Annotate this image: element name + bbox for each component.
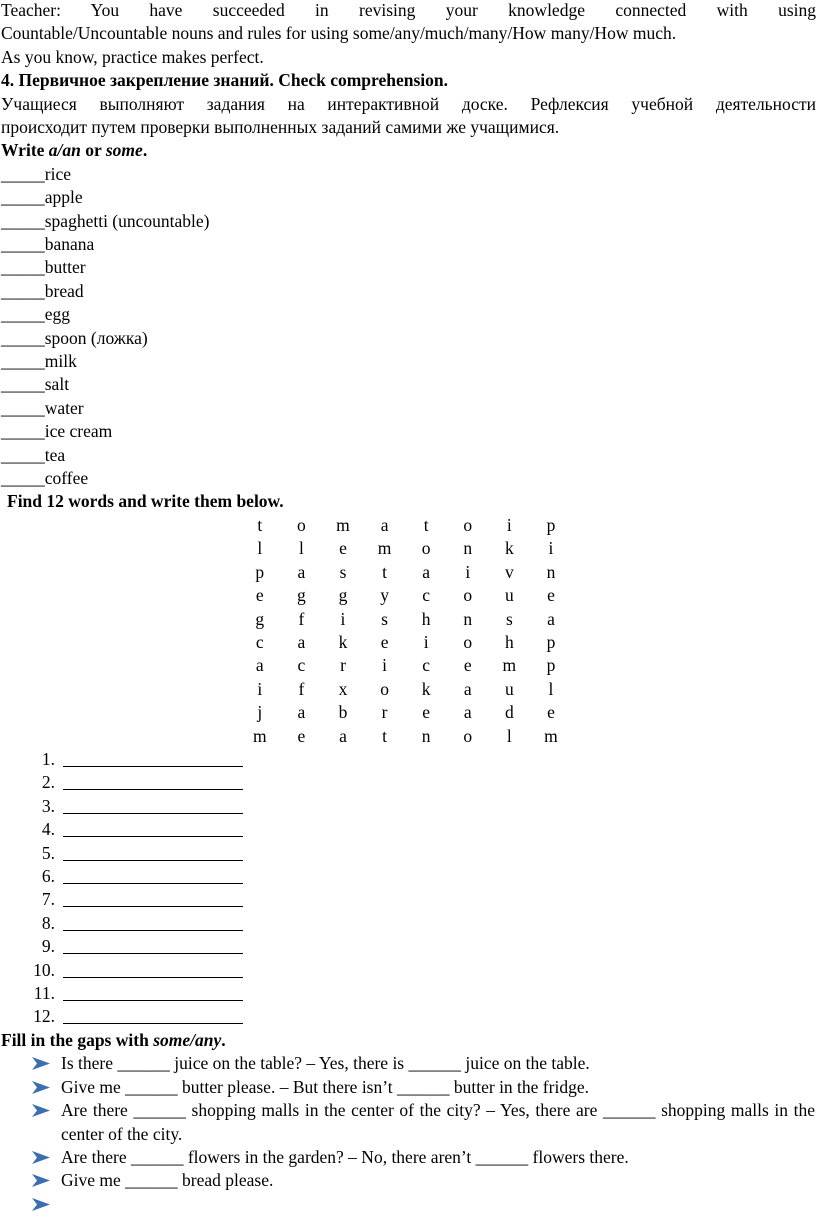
list-item: _____spoon (ложка) — [1, 327, 148, 348]
gap-sentence: Give me ______ butter please. – But there isn’t ______ butter in the fridge. — [61, 1076, 589, 1097]
answer-line — [0, 935, 245, 958]
word-list — [1, 163, 816, 490]
grid-letter: d — [504, 702, 514, 723]
answer-number: 11. — [33, 982, 55, 1003]
grid-letter: i — [506, 515, 512, 535]
grid-letter: i — [340, 608, 346, 629]
list-item: _____ice cream — [1, 421, 113, 442]
grid-letter: n — [421, 725, 431, 746]
word-search-grid — [239, 514, 572, 748]
answer-blank-line[interactable] — [63, 977, 243, 978]
grid-letter: h — [504, 632, 514, 653]
grid-letter: a — [463, 678, 472, 699]
grid-letter: n — [546, 561, 556, 582]
task1-heading — [1, 139, 816, 162]
grid-letter: g — [338, 585, 348, 606]
grid-letter: x — [338, 678, 348, 699]
answer-line — [0, 865, 245, 888]
grid-letter: o — [297, 515, 306, 535]
arrow-bullet-icon — [31, 1056, 51, 1071]
answer-blank-line[interactable] — [63, 813, 243, 814]
answer-number: 10. — [33, 959, 55, 980]
grid-letter: o — [463, 515, 473, 535]
list-item — [0, 1052, 816, 1075]
grid-letter: i — [548, 538, 554, 559]
grid-letter: n — [463, 538, 473, 559]
grid-letter: r — [381, 702, 388, 723]
grid-letter: n — [463, 608, 473, 629]
grid-row — [239, 584, 572, 607]
grid-letter: t — [257, 515, 263, 535]
answer-line — [0, 982, 245, 1005]
intro-line-1: Teacher: You have succeeded in revising your knowledge connected with using — [1, 0, 816, 20]
answer-line — [0, 818, 245, 841]
grid-letter: f — [298, 608, 305, 629]
answer-blank-line[interactable] — [63, 766, 243, 767]
answer-lines — [0, 748, 245, 1029]
grid-letter: r — [340, 655, 346, 676]
grid-letter: e — [463, 655, 472, 676]
answer-line — [0, 888, 245, 911]
arrow-bullet-icon — [31, 1103, 51, 1118]
answer-line — [0, 842, 245, 865]
list-item — [0, 1099, 816, 1146]
grid-letter: a — [463, 702, 472, 723]
answer-number: 3. — [41, 795, 55, 816]
task1-suffix: . — [142, 140, 148, 161]
grid-letter: c — [255, 632, 264, 653]
list-item: _____water — [1, 397, 84, 418]
grid-letter: e — [547, 585, 555, 606]
grid-letter: e — [547, 702, 555, 723]
grid-letter: i — [257, 678, 263, 699]
grid-letter: e — [339, 538, 347, 559]
grid-letter: o — [463, 632, 473, 653]
grid-letter: k — [504, 538, 514, 559]
grid-row — [239, 701, 572, 724]
grid-row — [239, 514, 572, 537]
grid-letter: p — [546, 655, 556, 676]
grid-letter: u — [504, 585, 514, 606]
grid-letter: f — [298, 678, 305, 699]
grid-letter: e — [380, 632, 389, 653]
intro-line-3: As you know, practice makes perfect. — [1, 46, 264, 67]
answer-blank-line[interactable] — [63, 953, 243, 954]
grid-letter: c — [422, 655, 431, 676]
answer-line — [0, 771, 245, 794]
ru-line-1: Учащиеся выполняют задания на интерактивной доске. Рефлексия учебной деятельности — [1, 93, 816, 114]
fill-gaps-section — [0, 1029, 816, 1216]
grid-letter: p — [255, 561, 265, 582]
grid-letter: k — [338, 632, 348, 653]
grid-letter: m — [252, 725, 267, 746]
list-item: _____coffee — [1, 467, 89, 488]
list-item: _____bread — [1, 280, 84, 301]
answer-number: 7. — [41, 889, 55, 910]
grid-letter: a — [380, 515, 389, 535]
grid-letter: a — [297, 632, 306, 653]
task3-suffix: . — [221, 1030, 226, 1050]
grid-letter: o — [421, 538, 431, 559]
task1-opt1: a/an — [48, 140, 81, 161]
task3-word: some/any — [153, 1030, 222, 1050]
grid-row — [239, 608, 572, 631]
answer-number: 9. — [41, 936, 55, 957]
answer-blank-line[interactable] — [63, 836, 243, 837]
grid-letter: l — [506, 725, 512, 746]
grid-letter: t — [382, 725, 388, 746]
answer-number: 6. — [41, 865, 55, 886]
grid-row — [239, 725, 572, 748]
grid-row — [239, 678, 572, 701]
list-item — [0, 1076, 816, 1099]
gap-sentence: Give me ______ bread please. — [61, 1170, 274, 1191]
grid-letter: e — [297, 725, 306, 746]
answer-line — [0, 748, 245, 771]
answer-number: 5. — [41, 842, 55, 863]
task1-mid: or — [80, 140, 106, 161]
grid-letter: t — [423, 515, 429, 535]
list-item: _____tea — [1, 444, 66, 465]
grid-letter: h — [421, 608, 431, 629]
answer-number: 1. — [41, 749, 55, 769]
grid-letter: o — [463, 585, 473, 606]
list-item: _____milk — [1, 350, 77, 371]
grid-letter: k — [421, 678, 431, 699]
grid-letter: l — [257, 538, 263, 559]
gap-sentence: Is there ______ juice on the table? – Yes, there is ______ juice on the table. — [61, 1053, 590, 1074]
arrow-bullet-icon — [31, 1150, 51, 1165]
grid-letter: y — [380, 585, 389, 606]
grid-letter: a — [255, 655, 264, 676]
grid-letter: o — [380, 678, 389, 699]
grid-letter: l — [298, 538, 304, 559]
grid-letter: e — [255, 585, 264, 606]
worksheet-page — [0, 0, 816, 514]
grid-letter: g — [255, 608, 265, 629]
answer-number: 8. — [41, 912, 55, 933]
grid-letter: s — [505, 608, 513, 629]
grid-letter: a — [297, 702, 306, 723]
answer-line — [0, 1005, 245, 1028]
grid-letter: a — [339, 725, 347, 746]
arrow-bullet-icon — [31, 1197, 51, 1212]
grid-letter: p — [546, 515, 556, 535]
answer-line — [0, 795, 245, 818]
grid-letter: a — [422, 561, 431, 582]
task1-prefix: Write — [1, 140, 49, 161]
section-title: 4. Первичное закрепление знаний. Check comprehension. — [1, 70, 449, 91]
grid-letter: m — [336, 515, 350, 535]
answer-blank-line[interactable] — [63, 930, 243, 931]
list-item: _____apple — [1, 187, 83, 208]
list-item: _____butter — [1, 257, 86, 278]
grid-letter: c — [422, 585, 431, 606]
task3-prefix: Fill in the gaps with — [1, 1030, 154, 1050]
answer-number: 4. — [41, 819, 55, 840]
grid-letter: a — [547, 608, 555, 629]
grid-letter: a — [297, 561, 306, 582]
list-item: _____banana — [1, 234, 95, 255]
grid-letter: s — [339, 561, 347, 582]
grid-row — [239, 561, 572, 584]
grid-letter: i — [382, 655, 388, 676]
list-item — [0, 1169, 816, 1192]
grid-letter: u — [504, 678, 514, 699]
grid-letter: i — [465, 561, 471, 582]
grid-letter: g — [297, 585, 306, 606]
grid-row — [239, 631, 572, 654]
list-item: _____rice — [1, 163, 71, 184]
grid-row — [239, 537, 572, 560]
answer-line — [0, 912, 245, 935]
grid-letter: m — [502, 655, 517, 676]
grid-letter: v — [504, 561, 514, 582]
answer-number: 12. — [33, 1006, 55, 1027]
task1-opt2: some — [105, 140, 143, 161]
answer-blank-line[interactable] — [63, 789, 243, 790]
grid-letter: b — [338, 702, 348, 723]
gap-sentence: Are there ______ flowers in the garden? – No, there aren’t ______ flowers there. — [61, 1147, 629, 1168]
arrow-bullet-icon — [31, 1080, 51, 1095]
grid-letter: s — [381, 608, 388, 629]
grid-letter: c — [297, 655, 306, 676]
answer-blank-line[interactable] — [63, 1023, 243, 1024]
grid-letter: o — [463, 725, 473, 746]
grid-letter: e — [422, 702, 431, 723]
gap-sentence: Are there ______ shopping malls in the center of the city? – Yes, there are ______ shopping malls in the center of the city. — [61, 1100, 815, 1144]
grid-letter: i — [423, 632, 429, 653]
grid-letter: t — [382, 561, 388, 582]
answer-blank-line[interactable] — [63, 883, 243, 884]
answer-blank-line[interactable] — [63, 1000, 243, 1001]
grid-letter: j — [257, 702, 263, 723]
intro-line-2: Countable/Uncountable nouns and rules for using some/any/much/many/How many/How much. — [1, 23, 677, 44]
answer-blank-line[interactable] — [63, 860, 243, 861]
task2-heading: Find 12 words and write them below. — [7, 491, 284, 512]
arrow-bullet-icon — [31, 1173, 51, 1188]
list-item: _____spaghetti (uncountable) — [1, 210, 210, 231]
answer-number: 2. — [41, 772, 55, 793]
list-item: _____egg — [1, 304, 71, 325]
grid-row — [239, 654, 572, 677]
answer-line — [0, 959, 245, 982]
grid-letter: m — [377, 538, 392, 559]
task3-heading — [1, 1029, 816, 1052]
grid-letter: p — [546, 632, 556, 653]
list-item — [0, 1193, 816, 1216]
grid-letter: m — [544, 725, 558, 746]
grid-letter: l — [548, 678, 554, 699]
answer-blank-line[interactable] — [63, 906, 243, 907]
list-item — [0, 1146, 816, 1169]
list-item: _____salt — [1, 374, 70, 395]
ru-line-2: происходит путем проверки выполненных заданий самими же учащимися. — [1, 117, 560, 138]
